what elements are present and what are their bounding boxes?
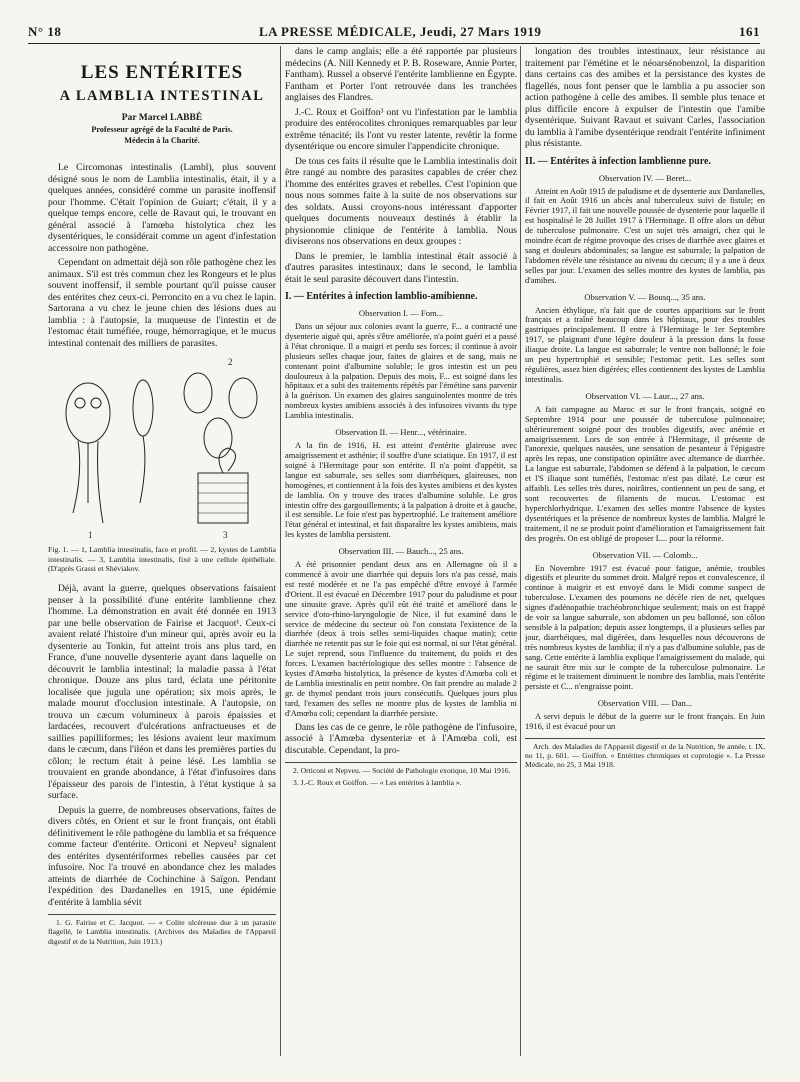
observation-heading: Observation I. — Fom... xyxy=(358,308,444,318)
paragraph: Le Circomonas intestinalis (Lambl), plus souvent désigné sous le nom de Lamblia intestinalis, était, il y a quelques années, considéré comme un parasite inoffensif pour l'homme. C'était l'opinion de Guiart; c'était, il y a quelque temps encore, celle de Ravaut qui, le trouvant en général associé à l'amœba histolytica chez les dysentériques, le considérait comme un agent d'infestation accessoire non pathogène. xyxy=(48,162,276,254)
section-heading: I. — Entérites à infection lamblio-amibienne. xyxy=(285,291,478,302)
observation-heading: Observation VI. — Laur..., 27 ans. xyxy=(585,390,705,401)
footnote: 2. Orticoni et Nepveu. — Société de Pathologie exotique, 10 Mai 1916. xyxy=(293,766,511,776)
observation-heading: Observation IV. — Beret... xyxy=(598,172,692,183)
footnotes xyxy=(525,738,765,769)
page-header xyxy=(28,18,760,44)
footnotes xyxy=(48,914,276,945)
observation-heading: Observation III. — Bauch..., 25 ans. xyxy=(338,546,464,557)
figure-lamblia xyxy=(48,353,276,543)
column-divider xyxy=(280,46,281,1056)
observation-text: A la fin de 1916, H. est atteint d'entérite glaireuse avec amaigrissement et asthénie; il souffre d'une sciatique. En 1917, il est soigné à l'Hermitage pour son entérite. Il n'a point d'appétit, sa langue est saburrale, ses selles sont diarrhéiques, glaireuses, non homogènes, et contiennent à la fois des kystes amibiens et des kystes de lamblia. On y trouve des traces d'albumine soluble. Le gros intestin offre des gargouillements; à la palpation à droite et à gauche, il est sensible. Le foie n'est pas hypertrophié. Le traitement améliore l'état général et intestinal, et fait disparaître les kystes amibiens, mais les kystes de lamblia persistent. xyxy=(285,441,517,540)
affiliation-line: Professeur agrégé de la Faculté de Paris. xyxy=(91,125,233,134)
article-subtitle: A LAMBLIA INTESTINAL xyxy=(59,88,265,104)
cyst xyxy=(204,418,232,458)
affiliation-line: Médecin à la Charité. xyxy=(124,135,200,145)
observation-heading: Observation VII. — Colomb... xyxy=(592,549,698,560)
paragraph: Cependant on admettait déjà son rôle pathogène chez les animaux. S'il est très commun chez les Rongeurs et le plus souvent inoffensif, il semble pourtant qu'il puisse causer des entérites chez ceux-ci. Perroncito en a vu chez le lapin. Sartorana a vu chez le jeune chien des lésions dues au lamblia : à l'autopsie, la muqueuse de l'intestin et de l'estomac était tuméfiée, rouge, hémorragique, et le mucus intestinal contenait des milliers de parasites. xyxy=(48,257,276,349)
observation-heading: Observation VIII. — Dan... xyxy=(597,698,693,709)
flagella xyxy=(73,441,103,523)
footnote: 3. J.-C. Roux et Goiffon. — « Les entérites à lamblia ». xyxy=(293,778,462,788)
paragraph: Depuis la guerre, de nombreuses observations, faites de divers côtés, en Orient et sur le front français, ont établi définitivement le rôle pathogène du lamblia et sa fréquence comme facteur d'entérite. Orticoni et Nepveu² signalent des entérites dysentériformes rebelles causées par cet infusoire. Noc l'a trouvé en abondance chez les malades atteints de diarrhée de Cochinchine à Saïgon. Pendant l'expédition des Dardanelles en 1915, une épidémie d'entérite à lamblia sévit xyxy=(48,804,276,908)
attached-lamblia xyxy=(219,448,236,473)
observation-text: A servi depuis le début de la guerre sur le front français. En Juin 1916, il est évacué pour un xyxy=(525,712,765,732)
paragraph: Déjà, avant la guerre, quelques observations faisaient penser à la possibilité d'une entérite lamblienne chez l'homme. La démonstration en avait été donnée en 1913 par une belle observation de Fairise et Jacquot¹. Ceux-ci avaient relaté l'histoire d'un mineur qui, après avoir eu la dysenterie au Tonkin, fut atteint trois ans plus tard, en France, d'une nouvelle dysenterie ayant dans laquelle on découvrit le lamblia intestinal; la maladie passa à l'état chronique. Douze ans plus tard, éclata une péritonite localisée que jugula une opération; six mois après, le malade mourut d'occlusion intestinale. A l'autopsie, on trouva un cæcum volumineux à parois épaissies et lardacées, recouvert d'ulcérations anfractueuses et de saillies papilliformes; les lésions avaient leur maximum dans le cæcum, dans l'iléon et dans les premières parties du côlon; le rectum était à peine lésé. Les lamblia se trouvaient en grande abondance, à l'état d'infusoires dans l'épaisseur des parois de l'intestin, à l'état kystique à sa surface. xyxy=(48,583,276,802)
column-1 xyxy=(48,46,276,1072)
footnotes xyxy=(285,762,517,787)
figure-label: 1 xyxy=(88,530,93,541)
nucleus xyxy=(91,398,101,408)
column-2 xyxy=(285,46,517,1072)
page-number: 161 xyxy=(738,24,760,39)
epithelial-cell xyxy=(198,473,248,523)
paragraph: Dans le premier, le lamblia intestinal était associé à d'autres parasites intestinaux; dans le second, le lamblia était le seul parasite découvert dans l'intestin. xyxy=(285,250,517,285)
figure-illustration xyxy=(48,353,276,543)
nucleus xyxy=(75,398,85,408)
observation-text: A été prisonnier pendant deux ans en Allemagne où il a commencé à avoir une diarrhée qui depuis lors n'a pas cessé, mais est resté modérée et ne l'a pas empêché d'être envoyé à l'armée d'Orient. Il est évacué en Décembre 1917 pour du paludisme et pour une sinusite grave. Après qu'il eût été traité et amélioré dans le service d'oto-rhino-laryngologie de Nice, il fut examiné dans le service de médecine du secteur où l'on constata l'existence de la diarrhée (deux à trois selles semi-liquides chaque matin); cette diarrhée ne retentit pas sur le foie qui est normal, ni sur l'état général. Le sujet reprend, sous l'influence du traitement, du poids et des forces. L'examen bactériologique des selles montre : l'absence de kystes d'Amœba histolytica, la présence de kystes d'Amœba coli et de Lamblia intestinalis en petit nombre. On fait prendre au malade 2 gr. de thymol pendant trois jours consécutifs. Quelques jours plus tard, l'examen des selles ne montre plus de kystes de lamblia ni d'Amœba coli; cependant la diarrhée persiste. xyxy=(285,560,517,718)
lamblia-face xyxy=(66,383,110,443)
lamblia-profile xyxy=(133,380,153,436)
paragraph: Dans les cas de ce genre, le rôle pathogène de l'infusoire, associé à l'Amœba dysenteriæ et à l'Amœba coli, est discutable. Cependant, la pro- xyxy=(285,721,517,756)
article-title: LES ENTÉRITES xyxy=(80,62,244,83)
column-divider xyxy=(520,46,521,1056)
cyst xyxy=(229,378,257,418)
observation-text: Dans un séjour aux colonies avant la guerre, F... a contracté une dysenterie aiguë qui, après s'être améliorée, n'a point guéri et a passé à l'état chronique. Il a maigri et perdu ses forces; il continue à avoir plusieurs selles chaque jour, faites de glaires et de sang, mais ne contenant point d'albumine soluble; le gros intestin est un peu douloureux à la palpation. Depuis des mois, F... est soigné dans les hôpitaux et a subi des traitements répétés par l'émétine sans parvenir à la guérison. Un examen des glaires sanguinolentes montre de très nombreux kystes amibiens associés à des infusoires vivants du type Lamblia intestinalis. xyxy=(285,322,517,421)
observation-heading: Observation II. — Henr..., vétérinaire. xyxy=(335,427,467,438)
author: Par Marcel LABBÉ xyxy=(121,113,203,123)
observation-text: Ancien éthylique, n'a fait que de courtes apparitions sur le front français et a traîné beaucoup dans les hôpitaux, pour des troubles gastriques principalement. Il entre à l'Hermitage le 1er Septembre 1917, se plaignant d'une légère douleur à la pression dans la fosse iliaque droite. La langue est saburrale; le ventre non ballonné; le foie un peu hypertrophié et sensible; l'estomac petit. Les selles sont régulières, assez bien digérées; elles contiennent des kystes de Lamblia intestinalis. xyxy=(525,305,765,384)
figure-caption: Fig. 1. — 1, Lamblia intestinalis, face et profil. — 2, kystes de Lamblia intestinalis. — 3, Lamblia intestinalis, fixé à une cellule épithéliale. (D'après Grassi et Shéviakov. xyxy=(48,545,276,573)
cyst xyxy=(184,373,212,413)
footnote: 1. G. Fairise et C. Jacquot. — « Colite ulcéreuse due à un parasite flagellé, le Lamblia intestinalis. (Archives des Maladies de l'Appareil digestif et de la Nutrition, Juin 1913.) xyxy=(48,918,276,946)
issue-number: N° 18 xyxy=(28,24,62,39)
observation-text: En Novembre 1917 est évacué pour fatigue, anémie, troubles digestifs et pleurite du sommet droit. Malgré repos et convalescence, il continue à maigrir et est envoyé dans le Midi comme suspect de tuberculose. L'examen des poumons ne décèle rien de net, quelques signes d'adénopathie trachéobronchique seulement; mais on est frappé de voir sa langue saburrale, son abdomen un peu ballonné, son côlon sensible à la palpation; depuis assez longtemps, il a plusieurs selles par jour, diarrhéiques, mal digérées, dans lesquelles nous découvrons de très nombreux kystes de lamblia; il n'y a pas d'albumine soluble, pas de sang. Cette entérite à lamblia explique l'amaigrissement du malade, qui ne saurait être mis sur le compte de la tuberculose pulmonaire. Le régime et le traitement diminuent le nombre des lamblia, mais l'entérite persiste et C... n'engraisse point. xyxy=(525,563,765,692)
flagella xyxy=(140,436,145,503)
figure-label: 2 xyxy=(228,357,233,368)
paragraph: De tous ces faits il résulte que le Lamblia intestinalis doit être rangé au nombre des parasites capables de créer chez l'homme des entérites graves et rebelles. C'est l'opinion que nous nous sommes faite à la suite de nos observations sur des soldats. Aussi croyons-nous intéressant d'apporter quelques documents nouveaux destinés à établir la physionomie clinique de l'entérite à lamblia. Nous diviserons nos observations en deux groupes : xyxy=(285,155,517,247)
affiliation xyxy=(48,125,276,146)
column-3 xyxy=(525,46,765,1072)
paragraph: J.-C. Roux et Goiffon³ ont vu l'infestation par le lamblia produire des entérocolites chroniques remarquables par leur extrême ténacité; ils l'ont vu rester latente, revêtir la forme dysentérique ou encore simuler l'appendicite chronique. xyxy=(285,106,517,152)
observation-text: Atteint en Août 1915 de paludisme et de dysenterie aux Dardanelles, il fait en Août 1916 un abcès anal tuberculeux suivi de fistule; en Février 1917, il fait une nouvelle poussée de dysenterie pour laquelle il est hospitalisé le 28 Juillet 1917 à l'Hermitage. Il offre alors un début de tuberculose pulmonaire. C'est un sujet très amaigri, chez qui le moindre écart de régime provoque des crises de diarrhée avec glaires et sang et douleurs abdominales; sa langue est saburrale; la palpation de l'abdomen révèle une résistance au niveau du cæcum; il y a une à deux selles par jour. L'examen des selles montre des kystes de lamblia, pas d'amibes. xyxy=(525,186,765,285)
journal-title: LA PRESSE MÉDICALE, Jeudi, 27 Mars 1919 xyxy=(258,24,542,39)
figure-label: 3 xyxy=(223,530,228,541)
observation-heading: Observation V. — Bousq..., 35 ans. xyxy=(584,291,706,302)
section-heading: II. — Entérites à infection lamblienne pure. xyxy=(525,155,711,167)
paragraph: longation des troubles intestinaux, leur résistance au traitement par l'émétine et le néoarsénobenzol, la disparition dans certains cas des amibes et la persistance des kystes de flagellés, nous font penser que le lamblia a pu associer son action pathogène à celle des amibes. Il semble plus tenace et plus difficile encore à expulser de l'intestin que l'amibe dysentérique. Suivant Ravaut et suivant Carles, l'association du lamblia à l'amibe dysentérique rendrait l'entérite infiniment plus résistante. xyxy=(525,46,765,149)
paragraph: dans le camp anglais; elle a été rapportée par plusieurs médecins (A. Nill Kennedy et P. B. Roseware, Annie Porter, Fantham). Russel a observé l'entérite lamblienne en Égypte. Fantham et Porter l'ont retrouvée dans les tranchées anglaises des Flandres. xyxy=(285,46,517,103)
footnote: Arch. des Maladies de l'Appareil digestif et de la Nutrition, 9e année, t. IX, no 11, p. 601. — Goiffon. « Entérites chroniques et coprologie ». La Presse Médicale, no 25, 3 Mai 1918. xyxy=(525,742,765,770)
observation-text: A fait campagne au Maroc et sur le front français, soigné en Septembre 1914 pour une poussée de tuberculose pulmonaire; ultérieurement soigné pour des troubles digestifs, avec anémie et amaigrissement. Lors de son entrée à l'Hermitage, il présente de l'anorexie, quelques nausées, une sensation de pesanteur à l'épigastre après les repas, une constipation opiniâtre avec alternance de diarrhée. La langue est saburrale, l'abdomen se défend à la palpation, le cæcum et l'S iliaque sont tuméfiés, l'estomac n'est pas dilaté. Le cœur est affaibli. Les selles très dures, noirâtres, contiennent un peu de sang, et sont recouvertes de filaments de mucus. L'estomac est hyperchlorhydrique. L'examen des selles montre l'absence de kystes dysentériques et la présence de nombreux kystes de lamblia. Malgré le traitement, il ne se produit point d'amélioration et l'amaigrissement fait des progrès. On est obligé de proposer L... pour la réforme. xyxy=(525,404,765,543)
